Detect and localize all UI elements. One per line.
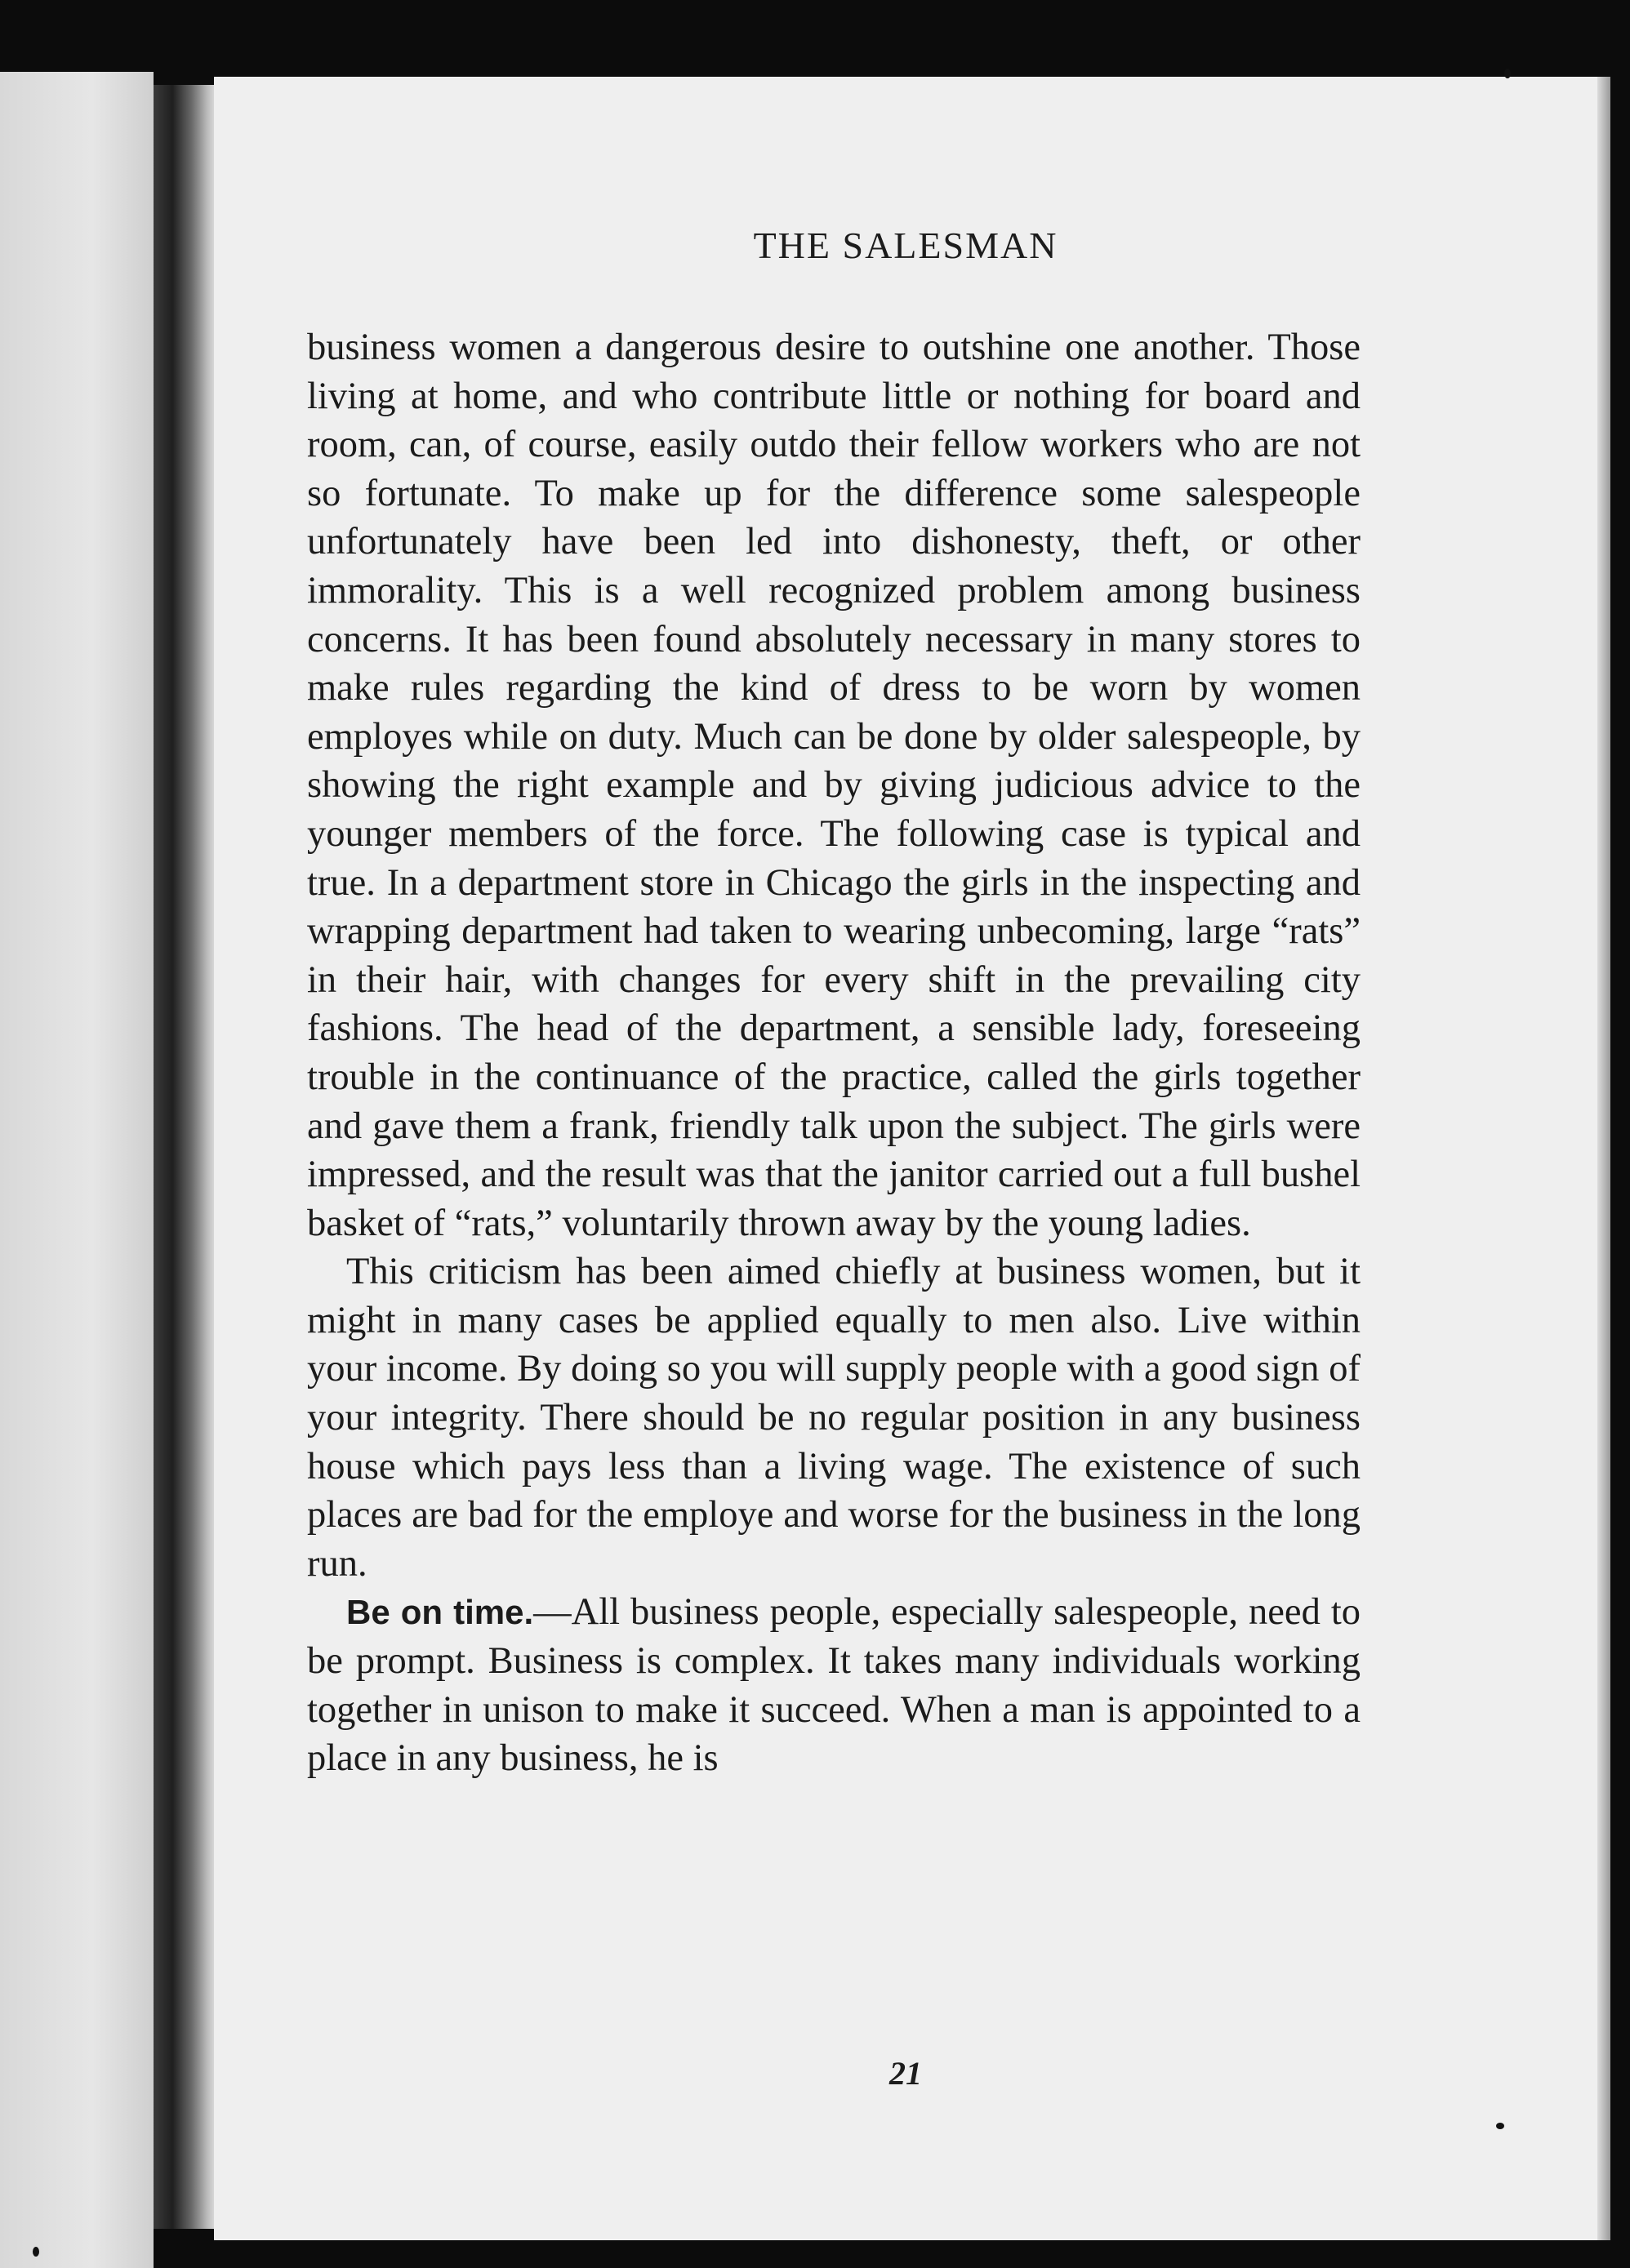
paragraph-continued: [307, 323, 1361, 1247]
scan-speck: [1504, 69, 1511, 78]
page-number: 21: [889, 2055, 922, 2092]
run-in-heading: Be on time.: [346, 1593, 534, 1632]
paragraph: [307, 1247, 1361, 1588]
paragraph-text: This criticism has been aimed chiefly at business women, but it might in many cases be applied equally to men also. Live within your income. By doing so you will supply people with a good sign of your integrity. There should be no regular position in any business house which pays less than a living wage. The existence of such places are bad for the employe and worse for the business in the long run.: [307, 1251, 1361, 1585]
page-right-edge: [1597, 77, 1610, 2240]
paragraph-text: —All business people, especially salespeople, need to be prompt. Business is complex. It takes many individuals working together in unison to make it succeed. When a man is appointed to a place in any business, he is: [307, 1591, 1361, 1780]
book-page: [214, 77, 1597, 2240]
paragraph-text: business women a dangerous desire to outshine one another. Those living at home, and who contribute little or nothing for board and room, can, of course, easily outdo their fellow workers who are not so fortunate. To make up for the difference some salespeople unfortunately have been led into dishonesty, theft, or other immorality. This is a well recognized problem among business concerns. It has been found absolutely necessary in many stores to make rules regarding the kind of dress to be worn by women employes while on duty. Much can be done by older salespeople, by showing the right example and by giving judicious advice to the younger members of the force. The following case is typical and true. In a department store in Chicago the girls in the inspecting and wrapping department had taken to wearing unbecoming, large “rats” in their hair, with changes for every shift in the prevailing city fashions. The head of the department, a sensible lady, foreseeing trouble in the continuance of the practice, called the girls together and gave them a frank, friendly talk upon the subject. The girls were impressed, and the result was that the janitor carried out a full bushel basket of “rats,” voluntarily thrown away by the young ladies.: [307, 327, 1361, 1244]
paragraph-be-on-time: [307, 1588, 1361, 1782]
scan-speck: [33, 2247, 39, 2257]
book-spine-shadow: [154, 85, 217, 2229]
page-body: [307, 323, 1361, 1783]
running-head: THE SALESMAN: [753, 225, 1058, 266]
scan-speck: [1496, 2123, 1504, 2129]
facing-page-edge: [0, 72, 154, 2268]
